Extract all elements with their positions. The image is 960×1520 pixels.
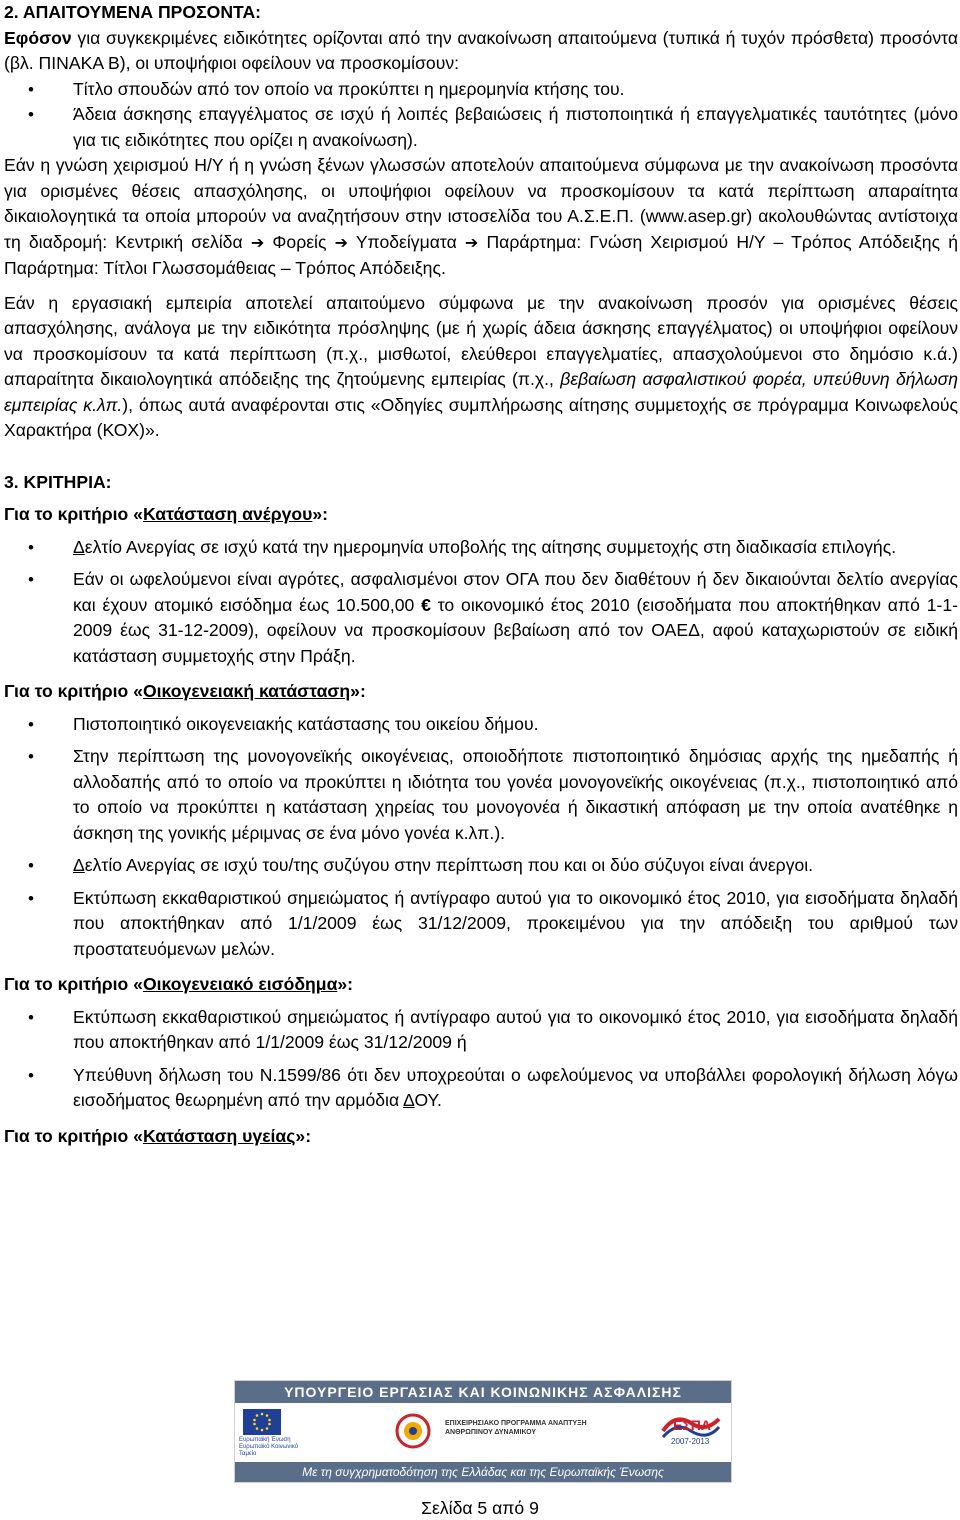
eu-flag-icon — [243, 1409, 281, 1435]
crit-title: Οικογενειακό εισόδημα — [142, 974, 338, 994]
crit-prefix: Για το κριτήριο « — [4, 974, 143, 994]
list-text: Εάν οι ωφελούμενοι είναι αγρότες, ασφαλισμένοι στον ΟΓΑ που δεν διαθέτουν ή δεν δικαιούνται δελτίο ανεργίας και έχουν ατομικό εισόδημα έως 10.500,00 — [73, 569, 958, 615]
list-item: • Εκτύπωση εκκαθαριστικού σημειώματος ή αντίγραφο αυτού για το οικονομικό έτος 2010, για εισοδήματα δηλαδή που αποκτήθηκαν από 1/1/2009 έως 31/12/2009 ή — [4, 1005, 958, 1056]
espa-label: ΕΣΠΑ — [673, 1417, 711, 1433]
list-text: ελτίο Ανεργίας σε ισχύ του/της συζύγου στην περίπτωση που και οι δύο σύζυγοι είναι άνεργοι. — [84, 855, 814, 875]
intro-text: για συγκεκριμένες ειδικότητες ορίζονται από την ανακοίνωση απαιτούμενα (τυπικά ή τυχόν πρόσθετα) προσόντα (βλ. ΠΙΝΑΚΑ Β), οι υποψήφιοι οφείλουν να προσκομίσουν: — [4, 27, 958, 73]
list-item — [4, 853, 958, 879]
list-item: • Τίτλο σπουδών από τον οποίο να προκύπτει η ημερομηνία κτήσης του. — [4, 77, 958, 103]
page-number: Σελίδα 5 από 9 — [421, 1498, 539, 1518]
list-item: • Άδεια άσκησης επαγγέλματος σε ισχύ ή λοιπές βεβαιώσεις ή πιστοποιητικά ή επαγγελματικές ταυτότητες (μόνο για τις ειδικότητες που ορίζει η ανακοίνωση). — [4, 102, 958, 153]
para-italic: βεβαίωση ασφαλιστικού φορέα, υπεύθυνη δήλωση εμπειρίας κ.λπ. — [4, 369, 958, 415]
banner-title: ΥΠΟΥΡΓΕΙΟ ΕΡΓΑΣΙΑΣ ΚΑΙ ΚΟΙΝΩΝΙΚΗΣ ΑΣΦΑΛΙΣΗΣ — [235, 1381, 731, 1403]
crit-prefix: Για το κριτήριο « — [4, 1125, 143, 1146]
section-3-heading: 3. ΚΡΙΤΗΡΙΑ: — [4, 471, 112, 492]
list-item — [4, 567, 958, 669]
list-item: • Πιστοποιητικό οικογενειακής κατάστασης του οικείου δήμου. — [4, 712, 958, 738]
criterion-unemployment-heading — [4, 502, 958, 528]
underlined-letter: Δ — [73, 855, 85, 875]
underlined-letter: Δ — [73, 536, 85, 557]
list-text: ελτίο Ανεργίας σε ισχύ κατά την ημερομηνία υποβολής της αίτησης συμμετοχής στη διαδικασία επιλογής. — [84, 536, 897, 557]
crit-prefix: Για το κριτήριο « — [4, 504, 143, 524]
euro-sign: € — [421, 594, 431, 615]
program-name: ΕΠΙΧΕΙΡΗΣΙΑΚΟ ΠΡΟΓΡΑΜΜΑ ΑΝΑΠΤΥΞΗ ΑΝΘΡΩΠΙΝΟΥ ΔΥΝΑΜΙΚΟΥ — [445, 1420, 587, 1436]
ministry-banner — [234, 1380, 732, 1483]
crit-suffix: »: — [350, 681, 366, 701]
section-2-intro — [4, 26, 958, 77]
crit-title: Οικογενειακή κατάσταση — [142, 681, 351, 701]
criterion-family-heading — [4, 679, 958, 705]
criterion-income-heading — [4, 972, 958, 998]
section-2-heading: 2. ΑΠΑΙΤΟΥΜΕΝΑ ΠΡΟΣΟΝΤΑ: — [4, 2, 262, 22]
list-text: το οικονομικό έτος 2010 (εισοδήματα που αποκτήθηκαν από 1-1-2009 έως 31-12-2009), οφείλουν να προσκομίσουν βεβαίωση από τον ΟΑΕΔ, αφού καταχωριστούν σε ειδική κατάσταση συμμετοχής στην Πράξη. — [73, 594, 959, 666]
para-text: Φορείς — [264, 231, 335, 252]
crit-prefix: Για το κριτήριο « — [4, 681, 143, 701]
crit-suffix: »: — [295, 1125, 312, 1146]
list-item: • Εκτύπωση εκκαθαριστικού σημειώματος ή αντίγραφο αυτού για το οικονομικό έτος 2010, για εισοδήματα δηλαδή που αποκτήθηκαν από 1/1/2009 έως 31/12/2009, προκειμένου για την απόδειξη του αριθμού των προστατευόμενων μελών. — [4, 886, 958, 963]
list-text: Υπεύθυνη δήλωση του Ν.1599/86 ότι δεν υποχρεούται ο ωφελούμενος να υποβάλλει φορολογική δήλωση λόγω εισοδήματος θεωρημένη από την αρμόδια — [73, 1064, 958, 1110]
underlined-letter: Δ — [403, 1090, 415, 1110]
crit-title: Κατάσταση υγείας — [142, 1125, 296, 1146]
arrow-icon: ➔ — [464, 234, 479, 252]
experience-paragraph — [4, 291, 958, 444]
crit-suffix: »: — [337, 974, 354, 994]
para-text: ), όπως αυτά αναφέρονται στις «Οδηγίες συμπλήρωσης αίτησης συμμετοχής σε πρόγραμμα Κοινωφελούς Χαρακτήρα (ΚΟΧ)». — [4, 394, 959, 440]
espa-years: 2007-2013 — [671, 1437, 710, 1446]
arrow-icon: ➔ — [334, 234, 348, 252]
crit-title: Κατάσταση ανέργου — [142, 504, 313, 524]
eu-label: Ευρωπαϊκή Ένωση Ευρωπαϊκό Κοινωνικό Ταμείο — [239, 1437, 298, 1457]
list-item: • Στην περίπτωση της μονογονεϊκής οικογένειας, οποιοδήποτε πιστοποιητικό δημόσιας αρχής της ημεδαπής ή αλλοδαπής από το οποίο να προκύπτει η ιδιότητα του γονέα μονογονεϊκής οικογένειας (π.χ., πιστοποιητικό από το οποίο να προκύπτει η κατάσταση χηρείας του μονογονέα ή δικαστική απόφαση με την οποία ανατέθηκε η άσκηση της γονικής μέριμνας σε ένα μόνο γονέα κ.λπ.). — [4, 744, 958, 846]
para-text: Εάν η γνώση χειρισμού Η/Υ ή η γνώση ξένων γλωσσών αποτελούν απαιτούμενα σύμφωνα με την ανακοίνωση προσόντα για ορισμένες θέσεις απασχόλησης, οι υποψήφιοι οφείλουν να προσκομίσουν τα κατά περίπτωση απαραίτητα δικαιολογητικά τα οποία μπορούν να αναζητήσουν στην ιστοσελίδα του Α.Σ.Ε.Π. (www.asep.gr) ακολουθώντας αντίστοιχα τη διαδρομή: Κεντρική σελίδα — [4, 155, 958, 252]
para-text: Υποδείγματα — [347, 231, 465, 252]
computer-skills-paragraph — [4, 153, 958, 282]
banner-cofunding: Με τη συγχρηματοδότηση της Ελλάδας και της Ευρωπαϊκής Ένωσης — [235, 1462, 731, 1482]
list-text: ΟΥ. — [414, 1090, 442, 1110]
arrow-icon: ➔ — [250, 234, 265, 252]
para-text: Εάν η εργασιακή εμπειρία αποτελεί απαιτούμενο σύμφωνα με την ανακοίνωση προσόν για ορισμένες θέσεις απασχόλησης, ανάλογα με την ειδικότητα πρόσληψης (με ή χωρίς άδεια άσκησης επαγγέλματος) οι υποψήφιοι οφείλουν να προσκομίσουν τα κατά περίπτωση (π.χ., μισθωτοί, ελεύθεροι επαγγελματίες, απασχολούμενοι στο δημόσιο κ.ά.) απαραίτητα δικαιολογητικά απόδειξης της ζητούμενης εμπειρίας (π.χ., — [4, 292, 958, 389]
crit-suffix: »: — [312, 504, 329, 524]
list-item — [4, 535, 958, 561]
intro-bold: Εφόσον — [4, 27, 72, 48]
document-page — [4, 0, 958, 1149]
criterion-health-heading — [4, 1124, 958, 1150]
list-item — [4, 1063, 958, 1114]
para-text: Παράρτημα: Γνώση Χειρισμού Η/Υ – Τρόπος Απόδειξης ή Παράρτημα: Τίτλοι Γλωσσομάθειας – Τρόπος Απόδειξης. — [4, 231, 959, 278]
